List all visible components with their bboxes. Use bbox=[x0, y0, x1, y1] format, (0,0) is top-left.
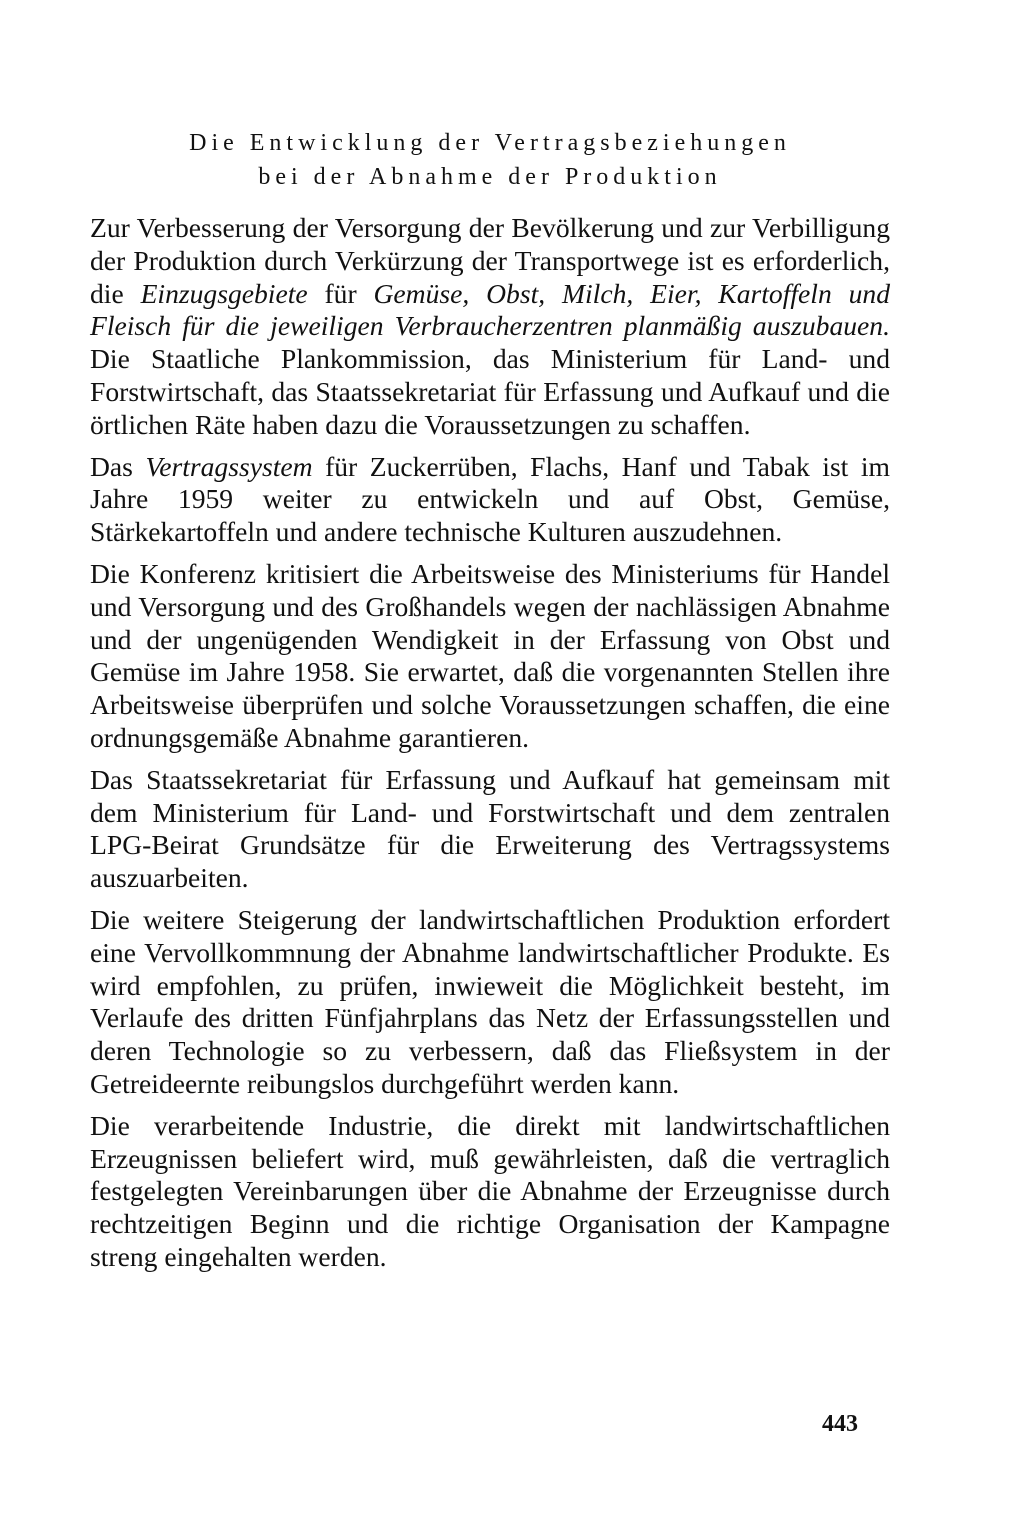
paragraph-6-text-1: Die verarbeitende Industrie, die direkt mit landwirtschaftlichen Erzeugnissen beliefert wird, muß gewährleisten, daß die vertraglich festgelegten Vereinbarungen über die Abnahme der Erzeugnisse durch rechtzeitigen Beginn und die richtige Organisation der Kampagne streng eingehalten werden. bbox=[90, 1109, 890, 1272]
heading-line-2: bei der Abnahme der Produktion bbox=[258, 164, 722, 190]
paragraph-3 bbox=[90, 558, 890, 755]
paragraph-4-text-1: Das Staatssekretariat für Erfassung und Aufkauf hat gemeinsam mit dem Ministerium für Land- und Forstwirtschaft und dem zentralen LPG-Beirat Grundsätze für die Erweiterung des Vertragssystems auszuarbeiten. bbox=[90, 763, 890, 894]
paragraph-1-text-1: Zur Verbesserung der Versorgung der Bevölkerung und zur Verbilligung der Produktion durch Verkürzung der Transportwege ist es erforderlich, die bbox=[90, 212, 890, 309]
paragraph-2-text-1: Das bbox=[90, 450, 146, 482]
page-number: 443 bbox=[822, 1411, 858, 1437]
body-text bbox=[90, 212, 890, 1283]
paragraph-4 bbox=[90, 764, 890, 895]
paragraph-6 bbox=[90, 1110, 890, 1274]
paragraph-2 bbox=[90, 451, 890, 549]
paragraph-1-italic-1: Einzugsgebiete bbox=[140, 277, 308, 309]
paragraph-1 bbox=[90, 212, 890, 442]
paragraph-1-text-2: für bbox=[307, 277, 374, 309]
paragraph-2-italic-1: Vertragssystem bbox=[145, 450, 313, 482]
paragraph-3-text-1: Die Konferenz kritisiert die Arbeitsweise des Ministeriums für Handel und Versorgung und des Großhandels wegen der nachlässigen Abnahme und der ungenügenden Wendigkeit in der Erfassung von Obst und Gemüse im Jahre 1958. Sie erwartet, daß die vorgenannten Stellen ihre Arbeitsweise überprüfen und solche Voraussetzungen schaffen, die eine ordnungsgemäße Abnahme garantieren. bbox=[90, 557, 890, 753]
paragraph-5-text-1: Die weitere Steigerung der landwirtschaftlichen Produktion erfordert eine Vervollkommnung der Abnahme landwirtschaftlicher Produkte. Es wird empfohlen, zu prüfen, inwieweit die Möglichkeit besteht, im Verlaufe des dritten Fünfjahrplans das Netz der Erfassungsstellen und deren Technologie so zu verbessern, daß das Fließsystem in der Getreideernte reibungslos durchgeführt werden kann. bbox=[90, 903, 890, 1099]
paragraph-1-text-3: Die Staatliche Plankommission, das Ministerium für Land- und Forstwirtschaft, das Staatssekretariat für Erfassung und Aufkauf und die örtlichen Räte haben dazu die Voraussetzungen zu schaffen. bbox=[90, 343, 890, 440]
paragraph-2-text-2: für Zuckerrüben, Flachs, Hanf und Tabak ist im Jahre 1959 weiter zu entwickeln und auf Obst, Gemüse, Stärkekartoffeln und andere technische Kulturen auszudehnen. bbox=[90, 450, 891, 548]
paragraph-5 bbox=[90, 904, 890, 1101]
heading-line-1: Die Entwicklung der Vertragsbeziehungen bbox=[189, 130, 791, 156]
section-heading bbox=[90, 126, 890, 194]
paragraph-1-italic-2: Gemüse, Obst, Milch, Eier, Kartoffeln und Fleisch für die jeweiligen Verbraucherzentren planmäßig auszubauen. bbox=[90, 277, 890, 342]
